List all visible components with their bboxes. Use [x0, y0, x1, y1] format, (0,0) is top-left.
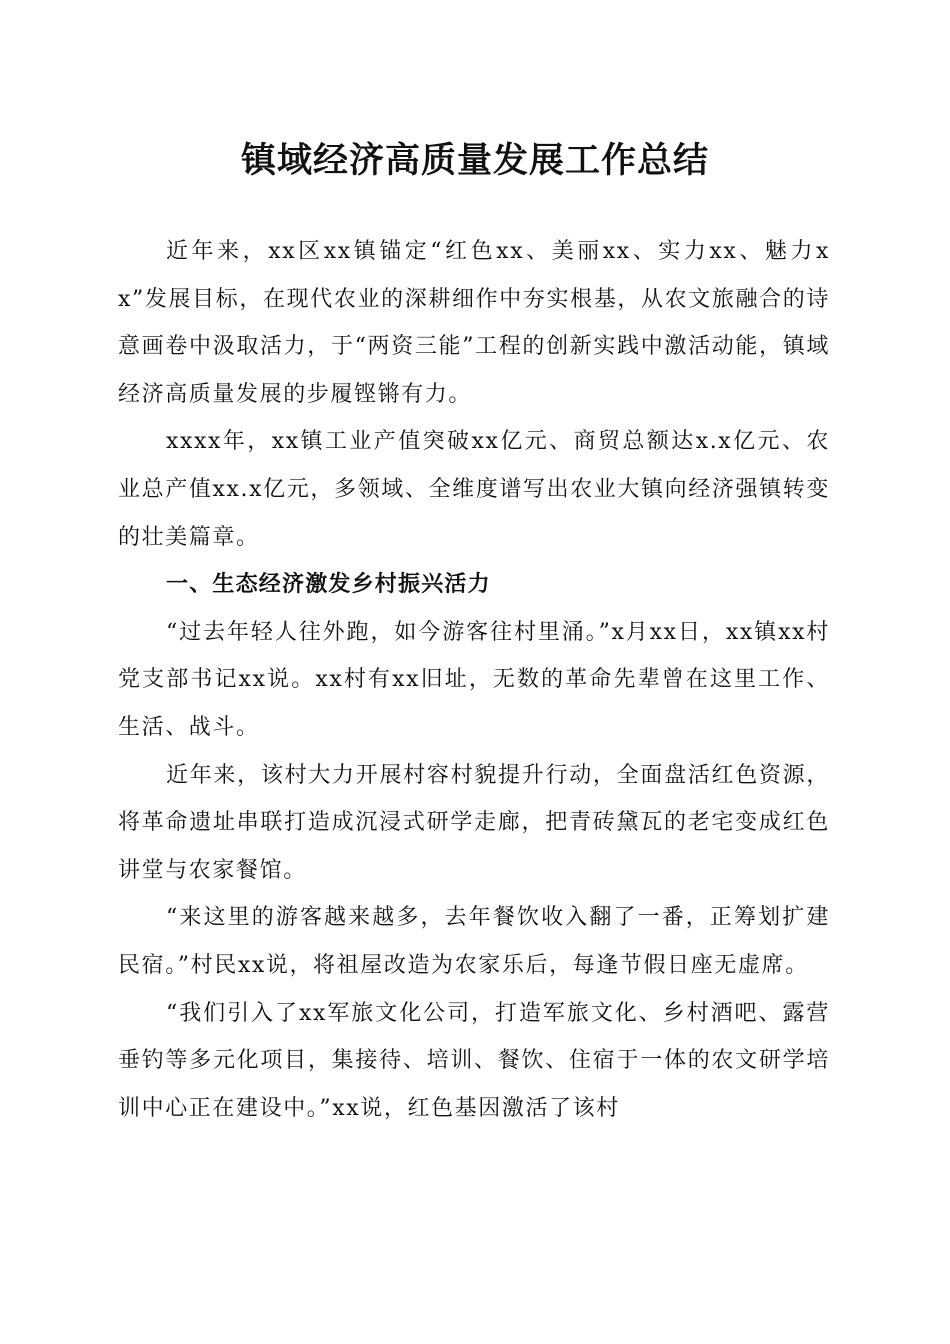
section-paragraph: “过去年轻人往外跑，如今游客往村里涌。”x月xx日，xx镇xx村党支部书记xx说。xx村有xx旧址，无数的革命先辈曾在这里工作、生活、战斗。	[118, 619, 830, 740]
section-paragraph: “来这里的游客越来越多，去年餐饮收入翻了一番，正筹划扩建民宿。”村民xx说，将祖屋改造为农家乐后，每逢节假日座无虚席。	[118, 905, 830, 978]
output-summary-paragraph: xxxx年，xx镇工业产值突破xx亿元、商贸总额达x.x亿元、农业总产值xx.x亿元，多领域、全维度谱写出农业大镇向经济强镇转变的壮美篇章。	[118, 429, 830, 550]
section-paragraph: 近年来，该村大力开展村容村貌提升行动，全面盘活红色资源，将革命遗址串联打造成沉浸式研学走廊，把青砖黛瓦的老宅变成红色讲堂与农家餐馆。	[118, 762, 830, 883]
document-body	[118, 228, 830, 1132]
intro-paragraph: 近年来，xx区xx镇锚定“红色xx、美丽xx、实力xx、魅力xx”发展目标，在现代农业的深耕细作中夯实根基，从农文旅融合的诗意画卷中汲取活力，于“两资三能”工程的创新实践中激活动能，镇域经济高质量发展的步履铿锵有力。	[118, 239, 830, 407]
section-heading: 一、生态经济激发乡村振兴活力	[166, 572, 491, 598]
document-title: 镇域经济高质量发展工作总结	[240, 140, 709, 181]
section-paragraph: “我们引入了xx军旅文化公司，打造军旅文化、乡村酒吧、露营垂钓等多元化项目，集接待、培训、餐饮、住宿于一体的农文研学培训中心正在建设中。”xx说，红色基因激活了该村	[118, 1000, 830, 1121]
